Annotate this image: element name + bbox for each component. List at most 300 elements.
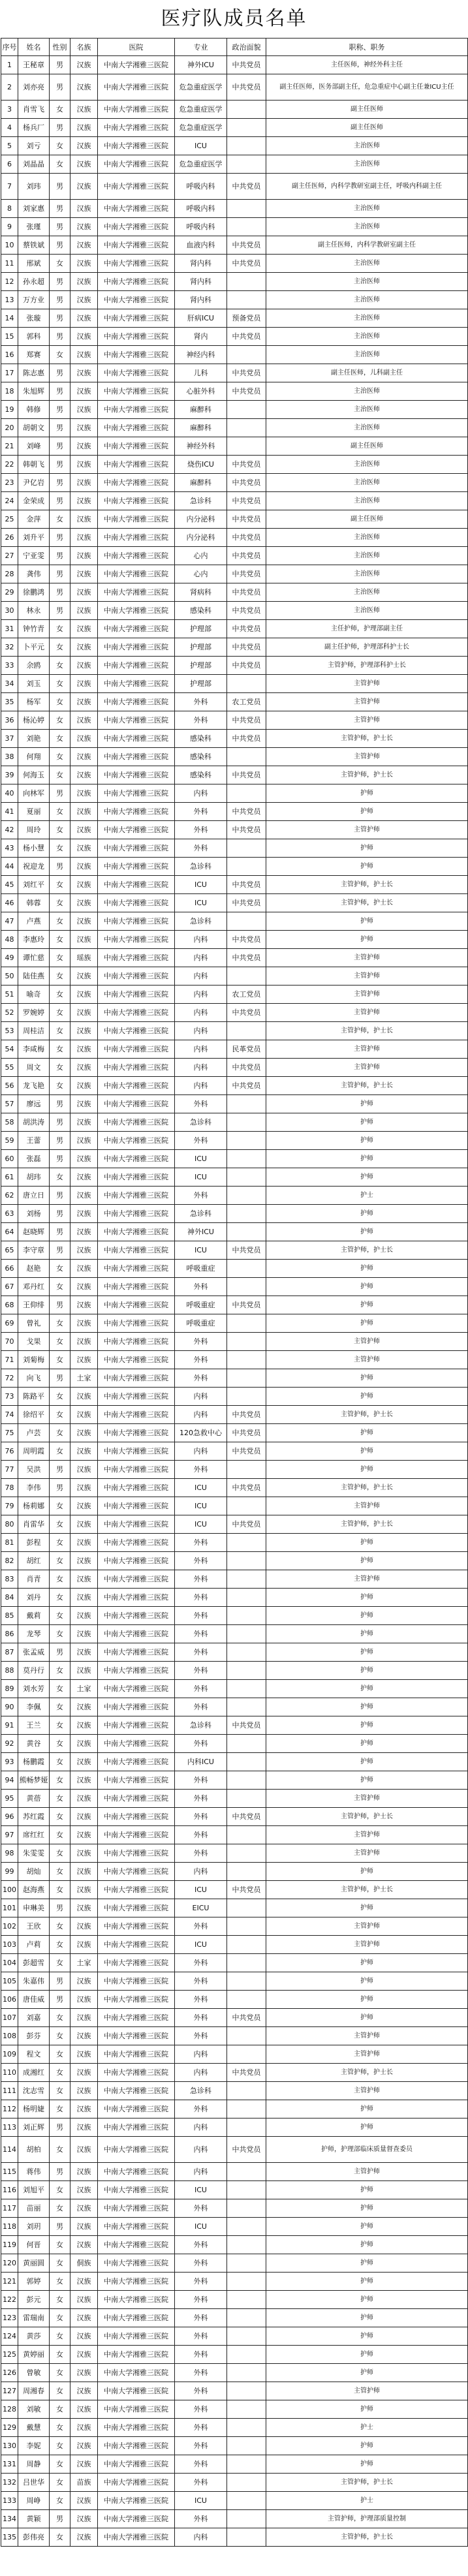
cell-hospital: 中南大学湘雅三医院 (98, 1479, 175, 1497)
table-row (1, 174, 468, 200)
cell-index: 41 (1, 803, 18, 821)
cell-ethnicity: 汉族 (70, 1808, 98, 1826)
cell-specialty: 神外ICU (175, 1223, 227, 1241)
cell-title-position: 主治医师 (266, 382, 468, 401)
cell-political-status (227, 1333, 266, 1351)
cell-name: 王蕾 (18, 1132, 50, 1150)
cell-title-position: 副主任医师，内科学教研室副主任，呼吸内科副主任 (266, 174, 468, 200)
cell-specialty: 呼吸重症 (175, 1314, 227, 1333)
cell-political-status (227, 1132, 266, 1150)
cell-title-position: 护师 (266, 1607, 468, 1625)
cell-ethnicity: 汉族 (70, 1625, 98, 1643)
cell-index: 86 (1, 1625, 18, 1643)
cell-political-status (227, 2100, 266, 2118)
table-row (1, 675, 468, 693)
cell-hospital: 中南大学湘雅三医院 (98, 1205, 175, 1223)
cell-name: 李惠玲 (18, 931, 50, 949)
cell-title-position: 护师 (266, 2400, 468, 2419)
header-ethnicity: 名族 (70, 39, 98, 56)
cell-index: 95 (1, 1790, 18, 1808)
cell-specialty: 肾内科 (175, 273, 227, 291)
cell-gender: 女 (50, 2437, 70, 2455)
table-row (1, 1771, 468, 1790)
cell-title-position: 护师 (266, 1753, 468, 1771)
cell-gender: 女 (50, 2327, 70, 2346)
cell-hospital: 中南大学湘雅三医院 (98, 1077, 175, 1095)
cell-specialty: 护理部 (175, 657, 227, 675)
cell-gender: 女 (50, 1442, 70, 1461)
cell-gender: 女 (50, 1040, 70, 1059)
cell-index: 104 (1, 1954, 18, 1972)
cell-ethnicity: 汉族 (70, 1790, 98, 1808)
cell-title-position: 副主任医师 (266, 510, 468, 529)
cell-title-position: 护师 (266, 1589, 468, 1607)
cell-political-status: 中共党员 (227, 1716, 266, 1735)
cell-index: 129 (1, 2419, 18, 2437)
cell-ethnicity: 汉族 (70, 328, 98, 346)
cell-specialty: 外科 (175, 1643, 227, 1662)
cell-political-status (227, 1991, 266, 2009)
table-row (1, 1698, 468, 1716)
cell-gender: 女 (50, 1168, 70, 1187)
cell-hospital: 中南大学湘雅三医院 (98, 985, 175, 1004)
cell-ethnicity: 汉族 (70, 2118, 98, 2137)
cell-ethnicity: 汉族 (70, 2346, 98, 2364)
cell-ethnicity: 汉族 (70, 101, 98, 119)
staff-table (1, 38, 468, 2547)
cell-ethnicity: 汉族 (70, 1917, 98, 1936)
cell-ethnicity: 汉族 (70, 1863, 98, 1881)
cell-specialty: 内科 (175, 985, 227, 1004)
cell-title-position: 主管护师 (266, 821, 468, 839)
cell-hospital: 中南大学湘雅三医院 (98, 1223, 175, 1241)
cell-specialty: 内科 (175, 1077, 227, 1095)
cell-name: 刘红平 (18, 876, 50, 894)
cell-hospital: 中南大学湘雅三医院 (98, 1625, 175, 1643)
cell-title-position: 主管护师，护士长 (266, 894, 468, 912)
cell-political-status (227, 2218, 266, 2236)
cell-gender: 男 (50, 1113, 70, 1132)
cell-ethnicity: 汉族 (70, 273, 98, 291)
cell-specialty: 外科 (175, 2009, 227, 2027)
cell-hospital: 中南大学湘雅三医院 (98, 2045, 175, 2064)
cell-specialty: 神经外科 (175, 437, 227, 456)
cell-index: 134 (1, 2510, 18, 2528)
table-row (1, 931, 468, 949)
cell-index: 48 (1, 931, 18, 949)
cell-title-position: 护师 (266, 1314, 468, 1333)
cell-title-position: 护士 (266, 2492, 468, 2510)
cell-gender: 女 (50, 1716, 70, 1735)
cell-political-status (227, 1662, 266, 1680)
cell-title-position: 主管护师，护士长 (266, 1515, 468, 1534)
cell-political-status (227, 2492, 266, 2510)
cell-title-position: 护师 (266, 1716, 468, 1735)
cell-political-status (227, 2327, 266, 2346)
cell-index: 36 (1, 711, 18, 730)
cell-index: 107 (1, 2009, 18, 2027)
table-row (1, 1881, 468, 1899)
cell-gender: 男 (50, 456, 70, 474)
header-title-position: 职称、职务 (266, 39, 468, 56)
cell-hospital: 中南大学湘雅三医院 (98, 2199, 175, 2218)
cell-ethnicity: 汉族 (70, 675, 98, 693)
cell-name: 王兰 (18, 1716, 50, 1735)
table-row (1, 803, 468, 821)
table-row (1, 101, 468, 119)
cell-name: 曾礼 (18, 1314, 50, 1333)
table-row (1, 1515, 468, 1534)
cell-ethnicity: 汉族 (70, 174, 98, 200)
cell-name: 刘亏 (18, 137, 50, 155)
cell-ethnicity: 汉族 (70, 748, 98, 766)
cell-political-status: 中共党员 (227, 1241, 266, 1260)
cell-ethnicity: 汉族 (70, 2163, 98, 2181)
cell-title-position: 护师 (266, 1735, 468, 1753)
cell-specialty: 呼吸重症 (175, 1296, 227, 1314)
table-row (1, 894, 468, 912)
cell-specialty: 护理部 (175, 675, 227, 693)
cell-political-status (227, 137, 266, 155)
table-row (1, 2118, 468, 2137)
cell-gender: 女 (50, 1388, 70, 1406)
cell-index: 90 (1, 1698, 18, 1716)
cell-index: 102 (1, 1917, 18, 1936)
cell-index: 10 (1, 236, 18, 255)
cell-gender: 男 (50, 291, 70, 309)
cell-index: 97 (1, 1826, 18, 1844)
cell-ethnicity: 汉族 (70, 2236, 98, 2254)
cell-ethnicity: 汉族 (70, 583, 98, 602)
cell-hospital: 中南大学湘雅三医院 (98, 1022, 175, 1040)
table-row (1, 2291, 468, 2309)
cell-hospital: 中南大学湘雅三医院 (98, 1241, 175, 1260)
cell-title-position: 主治医师 (266, 309, 468, 328)
cell-title-position: 主管护师 (266, 1917, 468, 1936)
cell-hospital: 中南大学湘雅三医院 (98, 2455, 175, 2474)
cell-ethnicity: 汉族 (70, 382, 98, 401)
cell-name: 韩修 (18, 401, 50, 419)
cell-gender: 男 (50, 273, 70, 291)
cell-index: 3 (1, 101, 18, 119)
cell-political-status: 中共党员 (227, 620, 266, 638)
cell-name: 周桂洁 (18, 1022, 50, 1040)
cell-gender: 男 (50, 1187, 70, 1205)
cell-gender: 男 (50, 2163, 70, 2181)
cell-gender: 女 (50, 1771, 70, 1790)
cell-title-position: 副主任医师 (266, 119, 468, 137)
cell-specialty: 外科 (175, 2400, 227, 2419)
cell-title-position: 护师 (266, 803, 468, 821)
cell-hospital: 中南大学湘雅三医院 (98, 74, 175, 101)
cell-gender: 男 (50, 602, 70, 620)
cell-name: 黄莎 (18, 2327, 50, 2346)
header-specialty: 专业 (175, 39, 227, 56)
cell-name: 韩蓉 (18, 894, 50, 912)
cell-gender: 女 (50, 2455, 70, 2474)
cell-name: 何晋 (18, 2236, 50, 2254)
cell-political-status: 中共党员 (227, 2064, 266, 2082)
cell-gender: 男 (50, 784, 70, 803)
cell-hospital: 中南大学湘雅三医院 (98, 876, 175, 894)
table-row (1, 2309, 468, 2327)
cell-hospital: 中南大学湘雅三医院 (98, 1150, 175, 1168)
table-row (1, 1570, 468, 1589)
table-row (1, 1589, 468, 1607)
cell-gender: 女 (50, 766, 70, 784)
cell-gender: 男 (50, 1479, 70, 1497)
cell-political-status (227, 218, 266, 236)
cell-title-position: 副主任护师，护理部科护士长 (266, 638, 468, 657)
cell-index: 82 (1, 1552, 18, 1570)
page-title: 医疗队成员名单 (161, 7, 307, 30)
cell-gender: 男 (50, 74, 70, 101)
cell-ethnicity: 汉族 (70, 1515, 98, 1534)
cell-political-status (227, 1771, 266, 1790)
cell-title-position: 护师 (266, 1442, 468, 1461)
cell-ethnicity: 汉族 (70, 1004, 98, 1022)
cell-gender: 男 (50, 474, 70, 492)
cell-ethnicity: 汉族 (70, 803, 98, 821)
table-row (1, 74, 468, 101)
cell-name: 杨兵厂 (18, 119, 50, 137)
header-index: 序号 (1, 39, 18, 56)
cell-political-status: 中共党员 (227, 529, 266, 547)
table-row (1, 547, 468, 565)
cell-name: 陈志惠 (18, 364, 50, 382)
cell-gender: 男 (50, 1241, 70, 1260)
cell-gender: 女 (50, 346, 70, 364)
cell-name: 周明霞 (18, 1442, 50, 1461)
cell-political-status: 中共党员 (227, 1442, 266, 1461)
cell-specialty: 内科 (175, 967, 227, 985)
cell-title-position: 主管护师，护理部质量控制 (266, 2510, 468, 2528)
cell-name: 彭芬 (18, 2027, 50, 2045)
table-row (1, 711, 468, 730)
cell-ethnicity: 汉族 (70, 1424, 98, 1442)
table-row (1, 2474, 468, 2492)
cell-index: 93 (1, 1753, 18, 1771)
table-row (1, 2528, 468, 2547)
table-row (1, 1461, 468, 1479)
cell-hospital: 中南大学湘雅三医院 (98, 218, 175, 236)
cell-political-status: 中共党员 (227, 803, 266, 821)
cell-index: 89 (1, 1680, 18, 1698)
cell-political-status: 中共党员 (227, 949, 266, 967)
cell-gender: 女 (50, 2419, 70, 2437)
table-row (1, 2364, 468, 2382)
cell-specialty: 麻醉科 (175, 419, 227, 437)
table-row (1, 2009, 468, 2027)
cell-political-status: 中共党员 (227, 821, 266, 839)
table-row (1, 821, 468, 839)
cell-index: 128 (1, 2400, 18, 2419)
cell-ethnicity: 汉族 (70, 2045, 98, 2064)
cell-name: 唐佳威 (18, 1991, 50, 2009)
cell-hospital: 中南大学湘雅三医院 (98, 1570, 175, 1589)
table-row (1, 1991, 468, 2009)
cell-ethnicity: 汉族 (70, 1278, 98, 1296)
cell-political-status (227, 1260, 266, 1278)
cell-gender: 女 (50, 1662, 70, 1680)
cell-hospital: 中南大学湘雅三医院 (98, 1808, 175, 1826)
cell-specialty: 肾病科 (175, 583, 227, 602)
cell-gender: 女 (50, 2474, 70, 2492)
cell-index: 34 (1, 675, 18, 693)
table-row (1, 56, 468, 74)
table-row (1, 1753, 468, 1771)
cell-specialty: 外科 (175, 693, 227, 711)
cell-specialty: 外科 (175, 1607, 227, 1625)
cell-specialty: 外科 (175, 1972, 227, 1991)
cell-hospital: 中南大学湘雅三医院 (98, 1771, 175, 1790)
cell-index: 32 (1, 638, 18, 657)
cell-ethnicity: 汉族 (70, 620, 98, 638)
table-row (1, 1187, 468, 1205)
cell-hospital: 中南大学湘雅三医院 (98, 2309, 175, 2327)
cell-name: 曾敏 (18, 2364, 50, 2382)
cell-ethnicity: 汉族 (70, 346, 98, 364)
cell-index: 58 (1, 1113, 18, 1132)
cell-hospital: 中南大学湘雅三医院 (98, 382, 175, 401)
cell-ethnicity: 汉族 (70, 1826, 98, 1844)
cell-specialty: 外科 (175, 2027, 227, 2045)
cell-political-status (227, 1534, 266, 1552)
cell-name: 熊畅梦娅 (18, 1771, 50, 1790)
cell-name: 胡玮 (18, 1168, 50, 1187)
cell-index: 76 (1, 1442, 18, 1461)
cell-index: 118 (1, 2218, 18, 2236)
table-row (1, 2419, 468, 2437)
cell-title-position: 护师 (266, 1680, 468, 1698)
cell-specialty: 外科 (175, 839, 227, 858)
cell-title-position: 护师 (266, 1954, 468, 1972)
cell-specialty: ICU (175, 876, 227, 894)
table-row (1, 2045, 468, 2064)
cell-hospital: 中南大学湘雅三医院 (98, 675, 175, 693)
cell-hospital: 中南大学湘雅三医院 (98, 1351, 175, 1369)
cell-index: 65 (1, 1241, 18, 1260)
cell-political-status (227, 2199, 266, 2218)
cell-political-status (227, 1954, 266, 1972)
cell-title-position: 主管护师，护士长 (266, 730, 468, 748)
cell-title-position: 主治医师 (266, 547, 468, 565)
cell-ethnicity: 汉族 (70, 2528, 98, 2547)
cell-specialty: ICU (175, 1479, 227, 1497)
cell-ethnicity: 汉族 (70, 56, 98, 74)
table-row (1, 1004, 468, 1022)
cell-gender: 男 (50, 1369, 70, 1388)
cell-political-status: 中共党员 (227, 382, 266, 401)
cell-specialty: 呼吸重症 (175, 1260, 227, 1278)
cell-index: 74 (1, 1406, 18, 1424)
cell-index: 29 (1, 583, 18, 602)
cell-hospital: 中南大学湘雅三医院 (98, 1168, 175, 1187)
table-row (1, 309, 468, 328)
cell-gender: 女 (50, 1534, 70, 1552)
cell-index: 68 (1, 1296, 18, 1314)
cell-hospital: 中南大学湘雅三医院 (98, 401, 175, 419)
cell-gender: 女 (50, 1826, 70, 1844)
cell-index: 133 (1, 2492, 18, 2510)
cell-gender: 女 (50, 894, 70, 912)
cell-title-position: 护师 (266, 2364, 468, 2382)
cell-hospital: 中南大学湘雅三医院 (98, 1515, 175, 1534)
cell-name: 王仰绯 (18, 1296, 50, 1314)
cell-index: 123 (1, 2309, 18, 2327)
cell-ethnicity: 汉族 (70, 1972, 98, 1991)
cell-ethnicity: 汉族 (70, 2027, 98, 2045)
cell-political-status (227, 2309, 266, 2327)
table-row (1, 2327, 468, 2346)
cell-name: 刘菊梅 (18, 1351, 50, 1369)
cell-gender: 女 (50, 1625, 70, 1643)
cell-gender: 女 (50, 1808, 70, 1826)
cell-political-status (227, 273, 266, 291)
cell-name: 成湘红 (18, 2064, 50, 2082)
cell-hospital: 中南大学湘雅三医院 (98, 1552, 175, 1570)
cell-title-position: 主治医师 (266, 583, 468, 602)
table-row (1, 419, 468, 437)
cell-hospital: 中南大学湘雅三医院 (98, 101, 175, 119)
cell-name: 吕世华 (18, 2474, 50, 2492)
cell-political-status (227, 1698, 266, 1716)
cell-title-position: 主管护师 (266, 1004, 468, 1022)
cell-title-position: 护师 (266, 1461, 468, 1479)
cell-gender: 女 (50, 1698, 70, 1716)
cell-hospital: 中南大学湘雅三医院 (98, 2437, 175, 2455)
cell-name: 李守章 (18, 1241, 50, 1260)
table-row (1, 967, 468, 985)
cell-name: 卜平元 (18, 638, 50, 657)
cell-name: 周静 (18, 2455, 50, 2474)
cell-index: 12 (1, 273, 18, 291)
cell-name: 宁亚雯 (18, 547, 50, 565)
table-row (1, 1534, 468, 1552)
cell-specialty: ICU (175, 2181, 227, 2199)
cell-index: 87 (1, 1643, 18, 1662)
cell-specialty: 感染科 (175, 748, 227, 766)
cell-index: 110 (1, 2064, 18, 2082)
cell-gender: 男 (50, 174, 70, 200)
cell-index: 27 (1, 547, 18, 565)
cell-name: 喻奇 (18, 985, 50, 1004)
cell-specialty: 120急救中心 (175, 1424, 227, 1442)
cell-political-status (227, 2082, 266, 2100)
cell-title-position: 护师 (266, 931, 468, 949)
cell-ethnicity: 汉族 (70, 1461, 98, 1479)
cell-hospital: 中南大学湘雅三医院 (98, 510, 175, 529)
cell-gender: 女 (50, 1936, 70, 1954)
cell-hospital: 中南大学湘雅三医院 (98, 620, 175, 638)
cell-index: 55 (1, 1059, 18, 1077)
cell-title-position: 护师 (266, 1771, 468, 1790)
cell-hospital: 中南大学湘雅三医院 (98, 2400, 175, 2419)
cell-title-position: 主管护师 (266, 2082, 468, 2100)
cell-index: 25 (1, 510, 18, 529)
cell-hospital: 中南大学湘雅三医院 (98, 1369, 175, 1388)
cell-specialty: 内科 (175, 2528, 227, 2547)
cell-specialty: ICU (175, 1241, 227, 1260)
cell-specialty: 内科 (175, 949, 227, 967)
cell-name: 陆佳燕 (18, 967, 50, 985)
cell-index: 111 (1, 2082, 18, 2100)
table-row (1, 1552, 468, 1570)
cell-hospital: 中南大学湘雅三医院 (98, 1278, 175, 1296)
cell-political-status: 中共党员 (227, 1808, 266, 1826)
cell-ethnicity: 汉族 (70, 931, 98, 949)
cell-specialty: 内科 (175, 1059, 227, 1077)
